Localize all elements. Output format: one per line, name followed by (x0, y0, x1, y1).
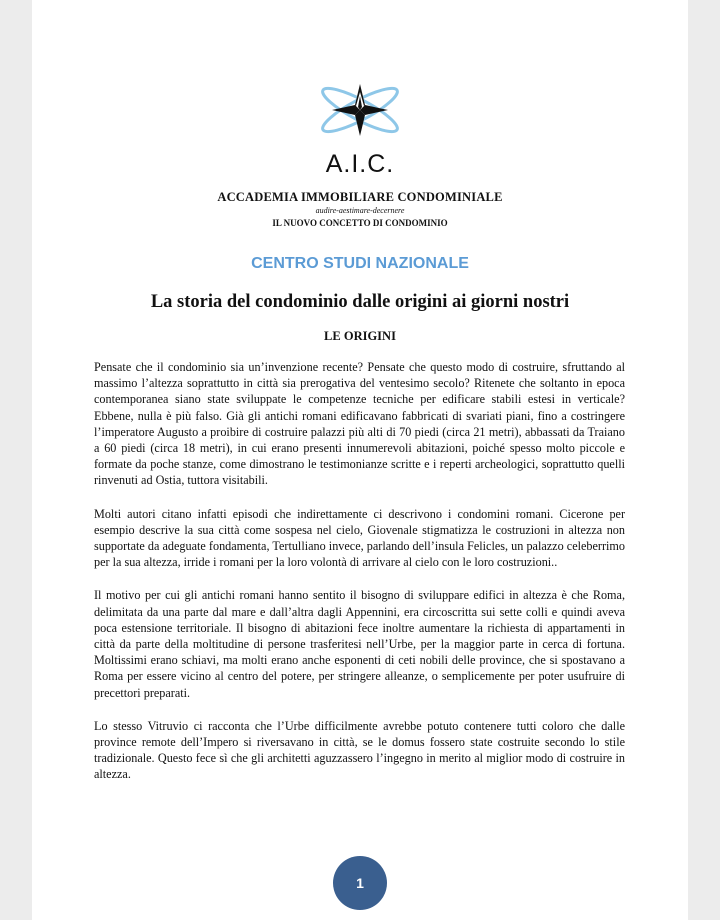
centro-studi-heading: CENTRO STUDI NAZIONALE (251, 255, 469, 272)
paragraph: Molti autori citano infatti episodi che indirettamente ci descrivono i condomini romani. Cicerone per esempio descrive la sua città come sospesa nel cielo, Giovenale stigmatizza le costruzioni in altezza non supportate da adeguate fondamenta, Tertulliano invece, parlando dell’insula Felicles, un palazzo celeberrimo per la sua altezza, irride i romani per la loro volontà di arrivare al cielo con le loro costruzioni.. (94, 506, 625, 570)
brand-name: ACCADEMIA IMMOBILIARE CONDOMINIALE (217, 190, 503, 204)
brand-abbreviation: A.I.C. (325, 150, 395, 178)
brand-motto: audire-aestimare-decernere (315, 206, 405, 215)
document-page (32, 0, 688, 920)
page-number-badge: 1 (333, 856, 387, 910)
paragraph: Lo stesso Vitruvio ci racconta che l’Urbe difficilmente avrebbe potuto contenere tutti coloro che dalle province remote dell’Impero si riversavano in città, se le domus fossero state costruite secondo lo stile tradizionale. Questo fece sì che gli architetti aguzzassero l’ingegno in merito al miglior modo di costruire in altezza. (94, 718, 625, 782)
document-title: La storia del condominio dalle origini ai giorni nostri (150, 292, 570, 312)
section-heading: LE ORIGINI (324, 329, 396, 343)
brand-tagline: IL NUOVO CONCETTO DI CONDOMINIO (272, 218, 448, 228)
body-text (94, 359, 625, 800)
paragraph: Pensate che il condominio sia un’invenzione recente? Pensate che questo modo di costruire, sfruttando al massimo l’altezza soprattutto in città sia prerogativa del ventesimo secolo? Ritenete che soltanto in epoca contemporanea siano state sviluppate le competenze tecniche per edificare stabili estesi in verticale? Ebbene, nulla è più falso. Già gli antichi romani edificavano fabbricati di svariati piani, fino a costringere l’imperatore Augusto a proibire di costruire palazzi più alti di 70 piedi (circa 21 metri), abbassati da Traiano a 60 piedi (circa 18 metri), in cui erano presenti innumerevoli abitazioni, poiché spesso molto piccole e formate da poche stanze, come dimostrano le testimonianze scritte e i reperti archeologici, soprattutto quelli rinvenuti ad Ostia, tuttora visitabili. (94, 360, 625, 488)
compass-star-icon (315, 82, 405, 148)
paragraph: Il motivo per cui gli antichi romani hanno sentito il bisogno di sviluppare edifici in altezza è che Roma, delimitata da una parte dal mare e dall’altra dagli Appennini, era circoscritta sui sette colli e quindi aveva poca estensione territoriale. Il bisogno di abitazioni fece inoltre aumentare la richiesta di appartamenti in città da parte della moltitudine di persone trasferitesi nell’Urbe, per la maggior parte in cerca di fortuna. Moltissimi erano schiavi, ma molti erano anche esponenti di ceti nobili delle province, che si spostavano a Roma per essere vicino al centro del potere, per stringere alleanze, o semplicemente per poter usufruire di precettori preparati. (94, 588, 625, 700)
